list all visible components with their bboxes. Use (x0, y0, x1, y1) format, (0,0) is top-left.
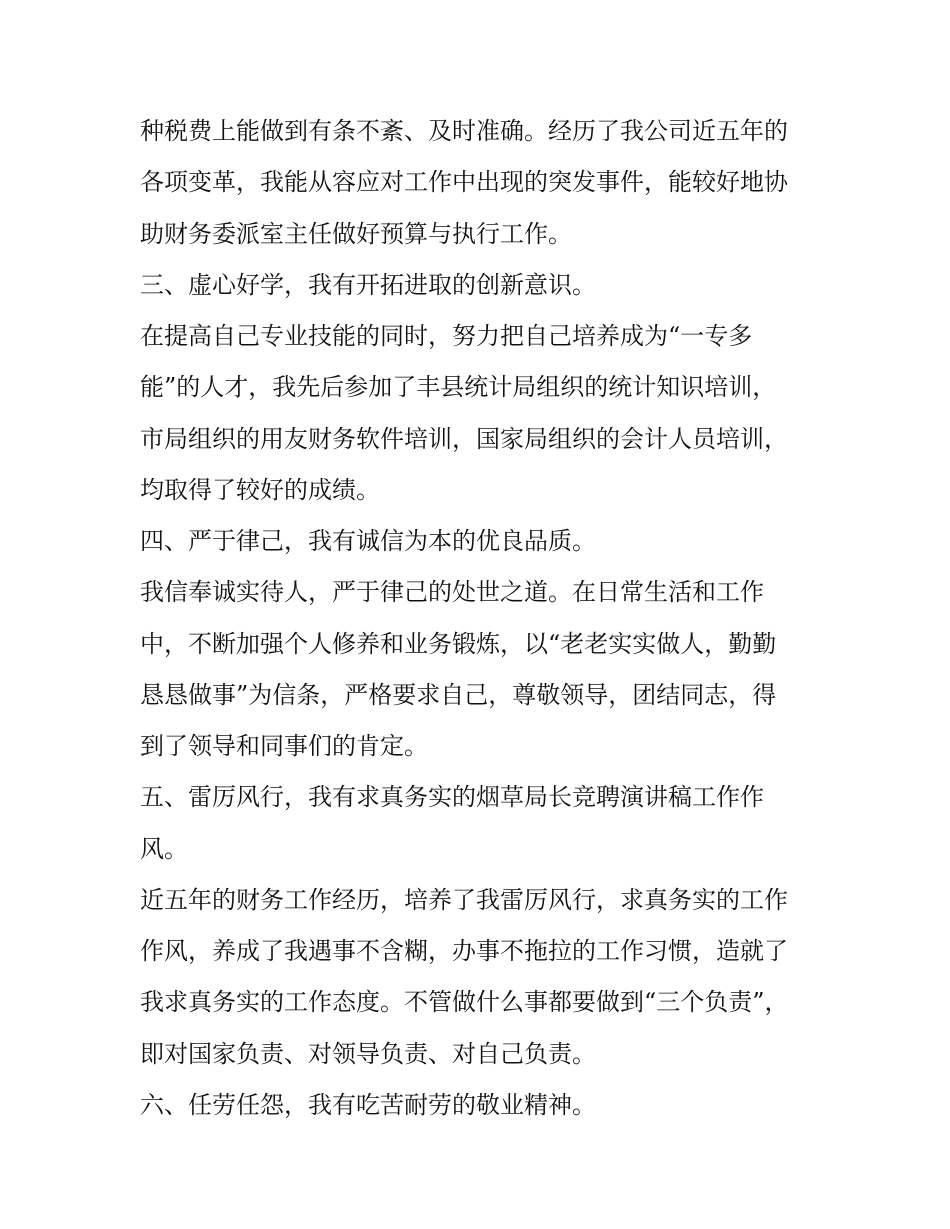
text-line: 各项变革，我能从容应对工作中出现的突发事件，能较好地协 (140, 168, 788, 197)
document-body (140, 106, 820, 1131)
text-line: 到了领导和同事们的肯定。 (140, 732, 428, 760)
text-line: 市局组织的用友财务软件培训，国家局组织的会计人员培训， (140, 424, 788, 453)
text-line: 作风，养成了我遇事不含糊，办事不拖拉的工作习惯，造就了 (140, 937, 788, 965)
section-heading: 五、雷厉风行，我有求真务实的烟草局长竞聘演讲稿工作作 (140, 783, 764, 812)
text-line: 种税费上能做到有条不紊、及时准确。经历了我公司近五年的 (140, 117, 788, 145)
text-line: 恳恳做事”为信条，严格要求自己，尊敬领导，团结同志，得 (140, 680, 777, 709)
text-line: 近五年的财务工作经历，培养了我雷厉风行，求真务实的工作 (140, 885, 788, 914)
text-line: 我求真务实的工作态度。不管做什么事都要做到“三个负责”， (140, 988, 789, 1017)
text-line: 我信奉诚实待人，严于律己的处世之道。在日常生活和工作 (140, 578, 764, 607)
text-line: 助财务委派室主任做好预算与执行工作。 (140, 219, 572, 248)
section-heading: 四、严于律己，我有诚信为本的优良品质。 (140, 527, 596, 555)
text-line: 中，不断加强个人修养和业务锻炼，以“老老实实做人，勤勤 (140, 629, 777, 658)
text-line: 均取得了较好的成绩。 (140, 475, 380, 504)
text-line: 即对国家负责、对领导负责、对自己负责。 (140, 1039, 596, 1068)
text-line: 在提高自己专业技能的同时，努力把自己培养成为“一专多 (140, 322, 753, 350)
section-heading: 六、任劳任怨，我有吃苦耐劳的敬业精神。 (140, 1090, 596, 1119)
section-heading-continued: 风。 (140, 834, 188, 863)
text-line: 能”的人才，我先后参加了丰县统计局组织的统计知识培训， (140, 373, 777, 402)
section-heading: 三、虚心好学，我有开拓进取的创新意识。 (140, 270, 596, 299)
